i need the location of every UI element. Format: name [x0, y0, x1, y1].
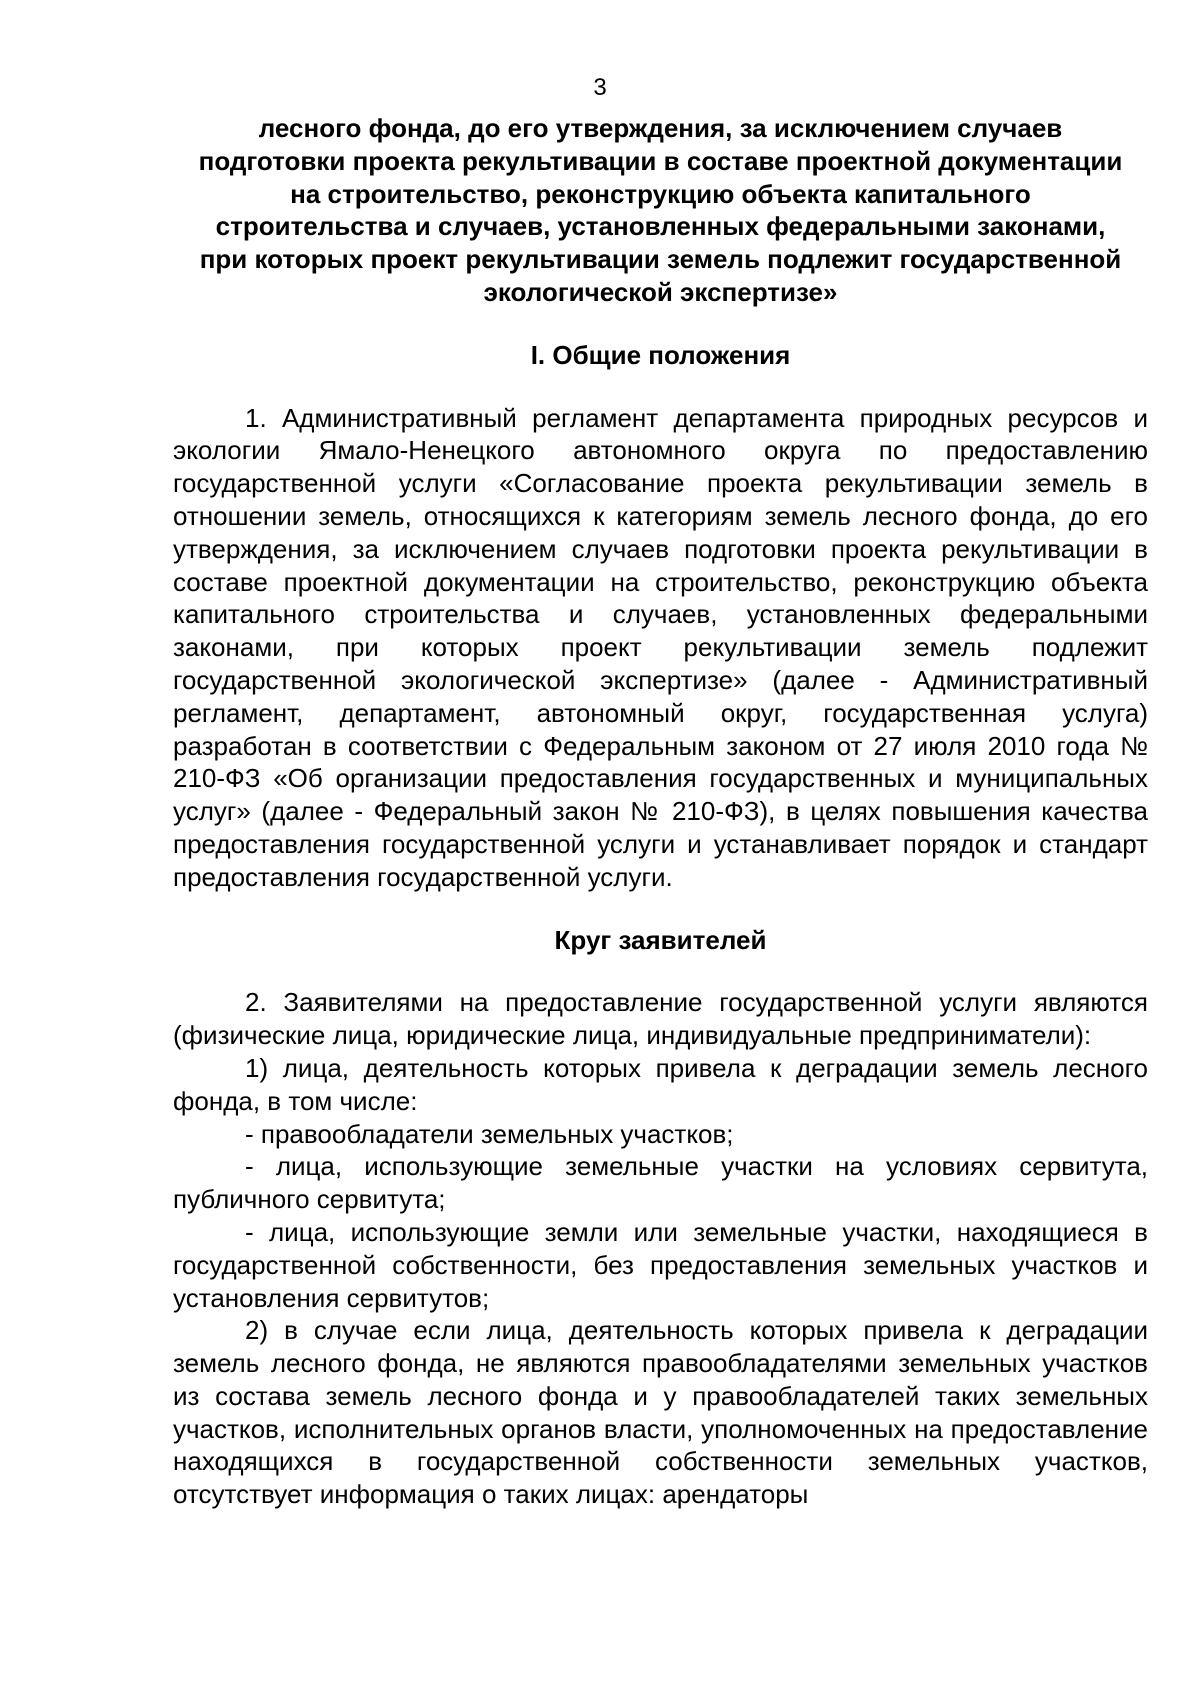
document-title-continuation: лесного фонда, до его утверждения, за исключением случаев подготовки проекта рекультивации в составе проектной документации на строительство, реконструкцию объекта капитального строительства и случаев, установленных федеральными законами, при которых проект рекультивации земель подлежит государственной экологической экспертизе» [198, 113, 1123, 307]
section-heading-applicants: Круг заявителей [554, 924, 767, 955]
document-body [173, 112, 1148, 1511]
section-heading-general: I. Общие положения [530, 339, 791, 370]
paragraph-item-2: 2) в случае если лица, деятельность которых привела к деградации земель лесного фонда, не являются правообладателями земельных участков из состава земель лесного фонда и у правообладателей таких земельных участков, исполнительных органов власти, уполномоченных на предоставление находящихся в государственной собственности земельных участков, отсутствует информация о таких лицах: арендаторы [173, 1315, 1148, 1510]
paragraph-item-1: 1) лица, деятельность которых привела к деградации земель лесного фонда, в том числе: [173, 1052, 1148, 1116]
paragraph-item-rightholders: - правообладатели земельных участков; [245, 1118, 734, 1149]
paragraph-1: 1. Административный регламент департамента природных ресурсов и экологии Ямало-Ненецкого автономного округа по предоставлению государственной услуги «Согласование проекта рекультивации земель в отношении земель, относящихся к категориям земель лесного фонда, до его утверждения, за исключением случаев подготовки проекта рекультивации в составе проектной документации на строительство, реконструкцию объекта капитального строительства и случаев, установленных федеральными законами, при которых проект рекультивации земель подлежит государственной экологической экспертизе» (далее - Административный регламент, департамент, автономный округ, государственная услуга) разработан в соответствии с Федеральным законом от 27 июля 2010 года № 210-ФЗ «Об организации предоставления государственных и муниципальных услуг» (далее - Федеральный закон № 210-ФЗ), в целях повышения качества предоставления государственной услуги и устанавливает порядок и стандарт предоставления государственной услуги. [173, 402, 1148, 892]
page-number: 3 [593, 74, 607, 101]
paragraph-item-servitude: - лица, использующие земельные участки на условиях сервитута, публичного сервитута; [173, 1151, 1148, 1215]
paragraph-2: 2. Заявителями на предоставление государственной услуги являются (физические лица, юридические лица, индивидуальные предприниматели): [173, 987, 1148, 1051]
paragraph-item-state-lands: - лица, использующие земли или земельные участки, находящиеся в государственной собственности, без предоставления земельных участков и установления сервитутов; [173, 1216, 1148, 1313]
